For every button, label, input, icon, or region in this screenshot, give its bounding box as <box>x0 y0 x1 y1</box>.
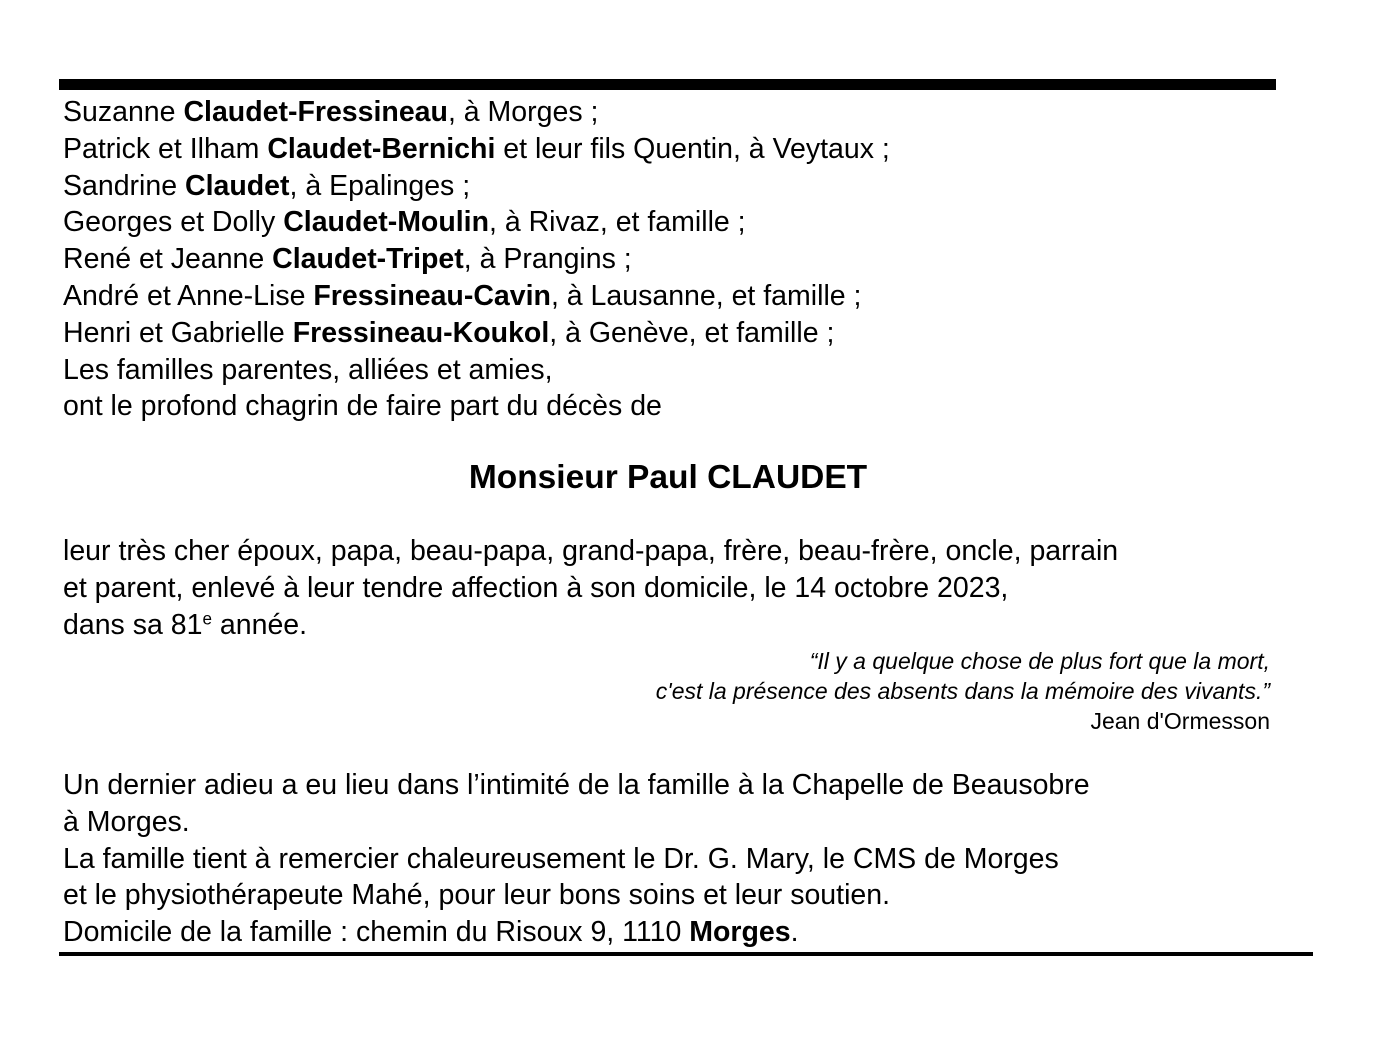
quote-author: Jean d'Ormesson <box>1090 708 1270 734</box>
address-city: Morges <box>689 916 791 949</box>
footer-line: La famille tient à remercier chaleureusement le Dr. G. Mary, le CMS de Morges <box>63 842 1059 875</box>
quote-line: “Il y a quelque chose de plus fort que la mort, <box>809 648 1270 674</box>
family-surname: Claudet-Moulin <box>283 206 489 239</box>
description-line: leur très cher époux, papa, beau-papa, grand-papa, frère, beau-frère, oncle, parrain <box>63 535 1119 567</box>
relatives-line: Les familles parentes, alliées et amies, <box>63 353 553 386</box>
ordinal-superscript: e <box>202 609 212 629</box>
footer-line: et le physiothérapeute Mahé, pour leur bons soins et leur soutien. <box>63 879 891 912</box>
family-surname: Claudet <box>185 169 290 202</box>
footer-text <box>63 767 1090 951</box>
quote <box>656 646 1270 736</box>
family-surname: Claudet-Bernichi <box>267 132 496 165</box>
family-surname: Fressineau-Cavin <box>313 279 551 312</box>
family-surname: Claudet-Tripet <box>272 243 464 276</box>
family-line: André et Anne-Lise Fressineau-Cavin, à Lausanne, et famille ; <box>63 279 862 312</box>
top-rule <box>59 79 1276 90</box>
description-line: et parent, enlevé à leur tendre affection à son domicile, le 14 octobre 2023, <box>63 571 1009 604</box>
bottom-rule <box>59 952 1313 956</box>
family-line: Henri et Gabrielle Fressineau-Koukol, à Genève, et famille ; <box>63 316 835 349</box>
family-line: Suzanne Claudet-Fressineau, à Morges ; <box>63 96 599 128</box>
family-line: Sandrine Claudet, à Epalinges ; <box>63 169 471 202</box>
description-line: dans sa 81e année. <box>63 608 308 641</box>
family-line: Patrick et Ilham Claudet-Bernichi et leur fils Quentin, à Veytaux ; <box>63 132 890 165</box>
family-line: René et Jeanne Claudet-Tripet, à Prangins ; <box>63 243 632 276</box>
family-surname: Fressineau-Koukol <box>292 316 550 349</box>
address-line: Domicile de la famille : chemin du Risoux 9, 1110 Morges. <box>63 916 799 949</box>
family-surname: Claudet-Fressineau <box>183 96 448 128</box>
announcement-line: ont le profond chagrin de faire part du décès de <box>63 390 662 423</box>
quote-line: c'est la présence des absents dans la mémoire des vivants.” <box>655 678 1270 704</box>
deceased-name: Monsieur Paul CLAUDET <box>468 459 868 496</box>
footer-line: à Morges. <box>63 805 190 838</box>
family-line: Georges et Dolly Claudet-Moulin, à Rivaz, et famille ; <box>63 206 746 239</box>
family-list <box>63 94 890 425</box>
footer-line: Un dernier adieu a eu lieu dans l’intimité de la famille à la Chapelle de Beausobre <box>63 769 1090 801</box>
description <box>63 533 1118 643</box>
